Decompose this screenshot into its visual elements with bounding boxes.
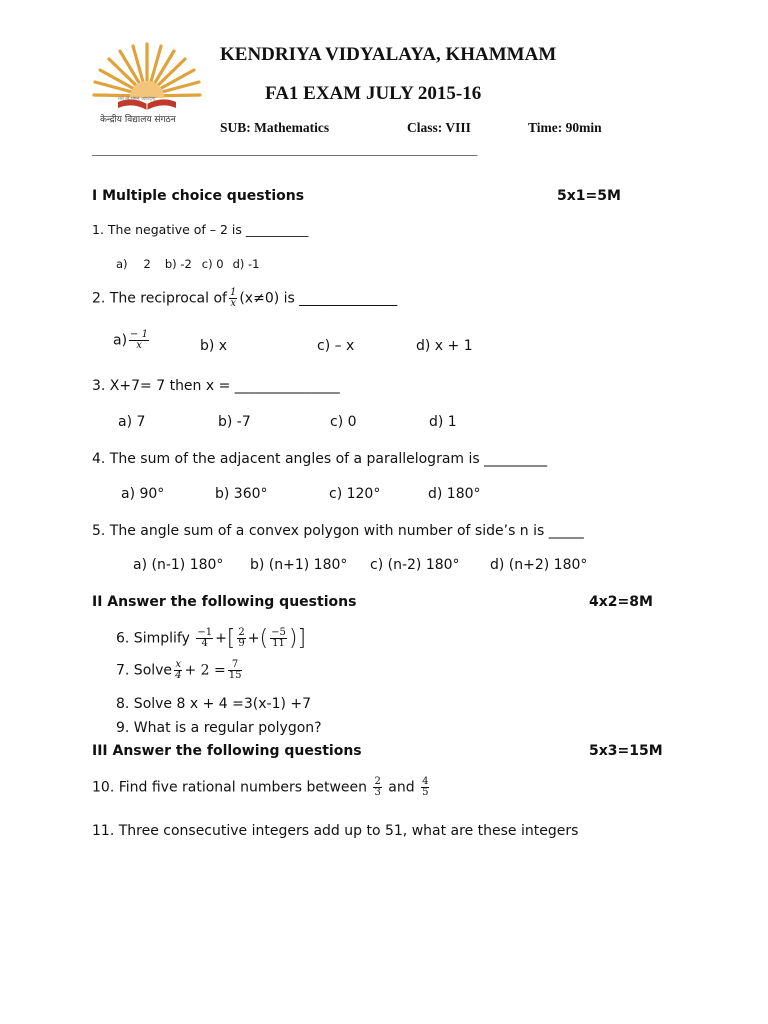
- q2-prefix: 2. The reciprocal of: [92, 290, 227, 307]
- q1-option-a-label: a): [116, 257, 128, 271]
- section-1-marks: 5x1=5M: [557, 188, 621, 204]
- q2-option-a-label: a): [113, 332, 128, 349]
- question-8: 8. Solve 8 x + 4 =3(x-1) +7: [116, 696, 312, 712]
- q6-fraction-2: [237, 628, 245, 649]
- q2-option-a-den: x: [136, 340, 142, 351]
- section-2-title: II Answer the following questions: [92, 594, 357, 610]
- q6-prefix: 6. Simplify: [116, 630, 190, 647]
- q6-open-paren: (: [259, 626, 269, 651]
- q2-fraction: [229, 288, 237, 309]
- q6-f2-num: 2: [238, 627, 245, 638]
- q7-fraction-right: [228, 660, 243, 681]
- q2-fraction-num: 1: [229, 287, 237, 298]
- q7-r-den: 15: [228, 670, 242, 681]
- subject-label: SUB: Mathematics: [220, 120, 330, 135]
- q4-option-c: c) 120°: [329, 486, 381, 502]
- q6-plus: +: [215, 630, 227, 647]
- q5-option-b: b) (n+1) 180°: [250, 557, 348, 573]
- question-2: [92, 288, 397, 309]
- q1-option-b: b) -2: [164, 257, 192, 271]
- q4-option-d: d) 180°: [428, 486, 481, 502]
- q2-option-a-num: − 1: [130, 329, 148, 340]
- q5-option-c: c) (n-2) 180°: [370, 557, 460, 573]
- section-3-title: III Answer the following questions: [92, 743, 362, 759]
- q5-option-a: a) (n-1) 180°: [133, 557, 224, 573]
- q10-fraction-1: [373, 777, 381, 798]
- exam-title: FA1 EXAM JULY 2015-16: [265, 83, 482, 104]
- q10-f2-num: 4: [422, 776, 429, 787]
- question-11: 11. Three consecutive integers add up to 51, what are these integers: [92, 823, 579, 839]
- q7-prefix: 7. Solve: [116, 662, 173, 679]
- q7-r-num: 7: [228, 660, 243, 671]
- q2-option-a: [113, 330, 151, 351]
- logo-motto: तत् त्वं पूषन् अपावृणु: [118, 96, 156, 102]
- class-label: Class: VIII: [407, 120, 471, 135]
- q10-f1-den: 3: [374, 787, 381, 798]
- q2-fraction-den: x: [230, 298, 236, 309]
- q2-option-a-fraction: [129, 330, 149, 351]
- q3-option-b: b) -7: [218, 414, 251, 430]
- q3-option-d: d) 1: [429, 414, 457, 430]
- q6-f3-num: −5: [271, 627, 286, 638]
- q7-fraction-left: [174, 660, 182, 681]
- q6-f2-den: 9: [238, 638, 245, 649]
- q6-f1-num: −1: [197, 627, 213, 638]
- q4-option-b: b) 360°: [215, 486, 268, 502]
- q4-option-a: a) 90°: [121, 486, 165, 502]
- q2-option-c: c) – x: [317, 338, 355, 354]
- q6-fraction-3: [270, 628, 287, 649]
- q1-option-c: c) 0: [201, 257, 224, 271]
- q6-f3-den: 11: [272, 638, 285, 649]
- q2-option-b: b) x: [200, 338, 228, 354]
- q1-option-a-value: 2: [143, 257, 151, 271]
- q7-f-num: x: [175, 659, 182, 670]
- school-title: KENDRIYA VIDYALAYA, KHAMMAM: [220, 44, 557, 65]
- q2-option-d: d) x + 1: [416, 338, 473, 354]
- question-3: 3. X+7= 7 then x = _______________: [92, 378, 340, 394]
- time-label: Time: 90min: [528, 120, 602, 135]
- question-7: [116, 660, 244, 681]
- q10-fraction-2: [421, 777, 429, 798]
- header-rule: ______________________________________________________________________: [92, 143, 477, 157]
- section-1-title: I Multiple choice questions: [92, 188, 305, 204]
- question-5: 5. The angle sum of a convex polygon with number of side’s n is _____: [92, 523, 584, 539]
- school-logo: [88, 38, 206, 130]
- q7-f-den: 4: [175, 670, 182, 681]
- q2-suffix: (x≠0) is ______________: [239, 290, 398, 307]
- q6-close-paren: ): [288, 626, 298, 651]
- question-1: 1. The negative of – 2 is __________: [92, 222, 309, 237]
- q10-and: and: [388, 779, 415, 796]
- q6-fraction-1: [196, 628, 213, 649]
- logo-caption: केन्द्रीय विद्यालय संगठन: [100, 115, 176, 125]
- section-3-marks: 5x3=15M: [589, 743, 663, 759]
- q10-f1-num: 2: [374, 776, 381, 787]
- question-6: [116, 626, 306, 651]
- question-10: [92, 777, 431, 798]
- q3-option-c: c) 0: [330, 414, 357, 430]
- q5-option-d: d) (n+2) 180°: [490, 557, 588, 573]
- q6-close-bracket: ]: [297, 626, 307, 651]
- q7-middle: + 2 =: [184, 662, 226, 679]
- q10-f2-den: 5: [422, 787, 429, 798]
- q3-option-a: a) 7: [118, 414, 146, 430]
- question-9: 9. What is a regular polygon?: [116, 720, 322, 736]
- q6-plus-2: +: [247, 630, 260, 647]
- q6-open-bracket: [: [226, 626, 236, 651]
- q1-options: [116, 257, 260, 271]
- q1-option-d: d) -1: [232, 257, 260, 271]
- q10-prefix: 10. Find five rational numbers between: [92, 779, 368, 796]
- q6-f1-den: 4: [201, 638, 208, 649]
- question-4: 4. The sum of the adjacent angles of a parallelogram is _________: [92, 451, 548, 467]
- section-2-marks: 4x2=8M: [589, 594, 653, 610]
